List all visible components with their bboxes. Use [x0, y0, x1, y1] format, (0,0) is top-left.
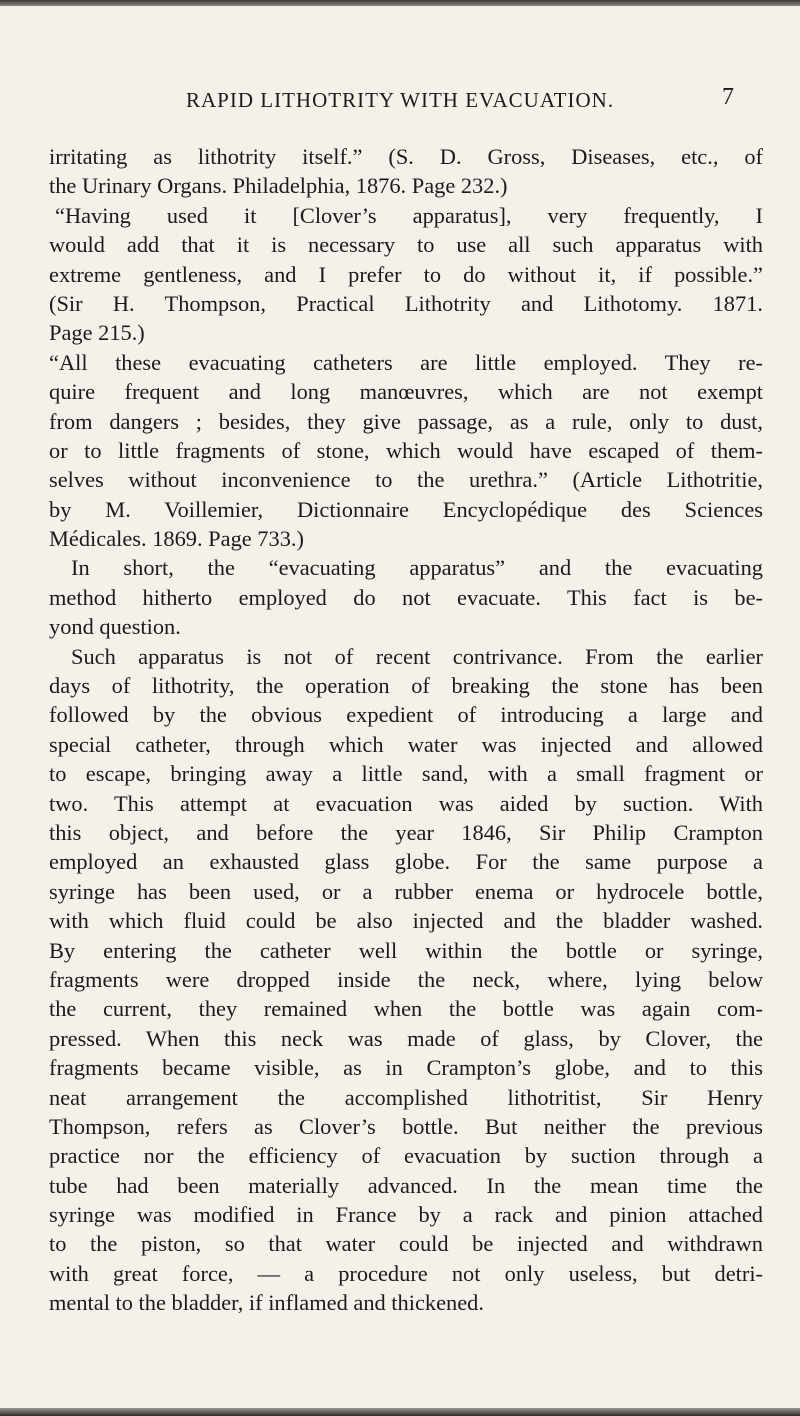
text-line: Page 215.)	[49, 320, 145, 346]
text-line: Thompson, refers as Clover’s bottle. But neither the previous	[49, 1113, 763, 1139]
text-line: pressed. When this neck was made of glass, by Clover, the	[49, 1025, 763, 1051]
text-line: the current, they remained when the bottle was again com-	[49, 996, 763, 1022]
bottom-edge-rule	[0, 1408, 800, 1416]
text-line: by M. Voillemier, Dictionnaire Encyclopédique des Sciences	[49, 496, 763, 522]
text-line: method hitherto employed do not evacuate. This fact is be-	[49, 584, 763, 610]
text-line: two. This attempt at evacuation was aided by suction. With	[49, 790, 763, 816]
text-line: employed an exhausted glass globe. For the same purpose a	[49, 849, 763, 875]
page-header	[0, 86, 800, 120]
text-line: selves without inconvenience to the urethra.” (Article Lithotritie,	[49, 467, 763, 493]
text-line: syringe was modified in France by a rack and pinion attached	[49, 1202, 763, 1228]
text-line: “All these evacuating catheters are little employed. They re-	[49, 349, 763, 375]
text-line: practice nor the efficiency of evacuation by suction through a	[49, 1143, 763, 1169]
text-line: “Having used it [Clover’s apparatus], very frequently, I	[55, 202, 763, 228]
text-line: or to little fragments of stone, which would have escaped of them-	[49, 437, 763, 463]
text-line: special catheter, through which water was injected and allowed	[49, 731, 763, 757]
text-line: with great force, — a procedure not only useless, but detri-	[49, 1260, 763, 1286]
text-line: In short, the “evacuating apparatus” and the evacuating	[71, 555, 763, 581]
body-text	[49, 142, 763, 1318]
text-line: neat arrangement the accomplished lithotritist, Sir Henry	[49, 1084, 763, 1110]
text-line: By entering the catheter well within the bottle or syringe,	[49, 937, 763, 963]
text-line: from dangers ; besides, they give passage, as a rule, only to dust,	[49, 408, 763, 434]
text-line: extreme gentleness, and I prefer to do without it, if possible.”	[49, 261, 763, 287]
top-edge-rule	[0, 0, 800, 6]
text-line: followed by the obvious expedient of introducing a large and	[49, 702, 763, 728]
page-number: 7	[722, 84, 734, 110]
text-line: mental to the bladder, if inflamed and thickened.	[49, 1290, 484, 1316]
text-line: to escape, bringing away a little sand, with a small fragment or	[49, 761, 763, 787]
text-line: fragments were dropped inside the neck, where, lying below	[49, 966, 763, 992]
text-line: tube had been materially advanced. In the mean time the	[49, 1172, 763, 1198]
text-line: days of lithotrity, the operation of breaking the stone has been	[49, 673, 763, 699]
text-line: would add that it is necessary to use all such apparatus with	[49, 232, 763, 258]
text-line: Such apparatus is not of recent contrivance. From the earlier	[71, 643, 763, 669]
text-line: syringe has been used, or a rubber enema or hydrocele bottle,	[49, 878, 763, 904]
text-line: the Urinary Organs. Philadelphia, 1876. Page 232.)	[49, 173, 508, 199]
text-line: (Sir H. Thompson, Practical Lithotrity and Lithotomy. 1871.	[49, 290, 763, 316]
text-line: quire frequent and long manœuvres, which are not exempt	[49, 379, 763, 405]
running-head: RAPID LITHOTRITY WITH EVACUATION.	[186, 88, 615, 112]
text-line: this object, and before the year 1846, Sir Philip Crampton	[49, 819, 763, 845]
text-line: to the piston, so that water could be injected and withdrawn	[49, 1231, 763, 1257]
text-line: yond question.	[49, 614, 181, 640]
text-line: Médicales. 1869. Page 733.)	[49, 526, 304, 552]
text-line: with which fluid could be also injected and the bladder washed.	[49, 908, 763, 934]
text-line: irritating as lithotrity itself.” (S. D. Gross, Diseases, etc., of	[49, 144, 763, 169]
text-line: fragments became visible, as in Crampton’s globe, and to this	[49, 1055, 763, 1081]
